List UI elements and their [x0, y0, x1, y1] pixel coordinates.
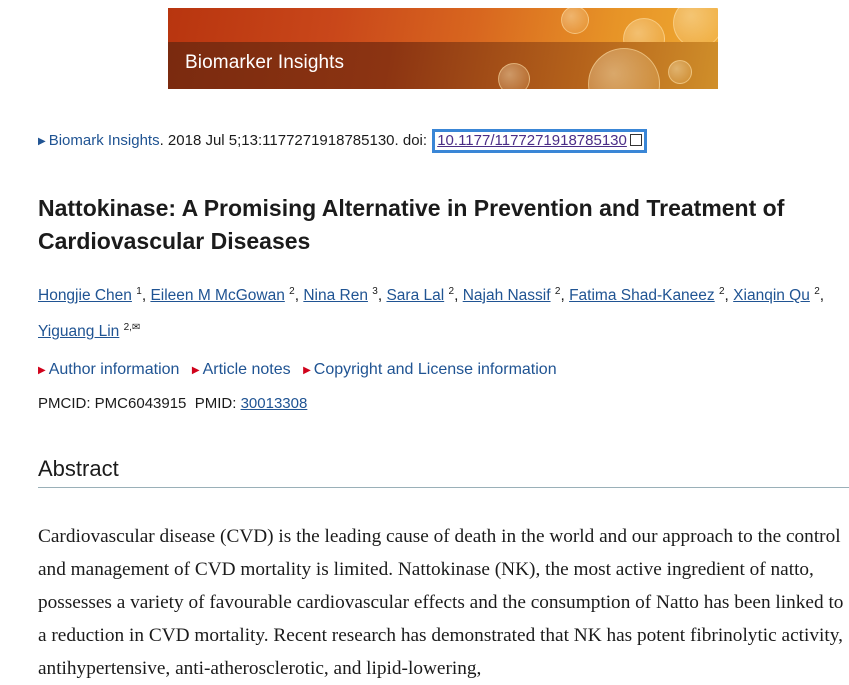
author-link[interactable]: Xianqin Qu	[733, 287, 810, 305]
expand-triangle-icon[interactable]: ▶	[38, 136, 46, 147]
abstract-heading: Abstract	[38, 456, 119, 481]
author-list: Hongjie Chen $^1$, Eileen M McGowan $^2$, Nina Ren $^3$, Sara Lal $^2$, Najah Nassif $^2$, Fatima Shad-Kaneez $^2$, Xianqin Qu $^2$, Yiguang Lin $^{2,✉}$	[38, 286, 825, 341]
affiliation-marker[interactable]: 2	[718, 286, 725, 297]
doi-link-box[interactable]	[432, 129, 647, 153]
author-information-toggle[interactable]: ▶ Author information	[38, 361, 180, 378]
banner-bubble-decoration	[668, 60, 692, 84]
abstract-text: Cardiovascular disease (CVD) is the leading cause of death in the world and our approach to the control and management of CVD mortality is limited. Nattokinase (NK), the most active ingredient of natto, possesses a variety of favourable cardiovascular effects and the consumption of Natto has been linked to a reduction in CVD mortality. Recent research has demonstrated that NK has potent fibrinolytic activity, antihypertensive, anti-atherosclerotic, and lipid-lowering,	[38, 526, 844, 679]
article-info-links	[38, 361, 565, 379]
pmcid-value: PMC6043915	[94, 395, 187, 412]
affiliation-marker[interactable]: 3	[372, 286, 378, 297]
section-divider	[38, 487, 849, 488]
banner-bubble-decoration	[561, 8, 589, 34]
author-link[interactable]: Eileen M McGowan	[150, 287, 285, 305]
pmcid-label: PMCID:	[38, 395, 91, 412]
expand-triangle-icon: ▶	[191, 365, 200, 376]
banner-bubble-decoration	[498, 63, 530, 89]
author-link[interactable]: Fatima Shad-Kaneez	[569, 287, 715, 305]
affiliation-marker[interactable]: 2	[814, 286, 820, 297]
affiliation-marker[interactable]: 1	[136, 286, 142, 297]
affiliation-marker[interactable]: 2	[448, 286, 455, 297]
author-link[interactable]: Nina Ren	[303, 287, 368, 305]
journal-banner[interactable]	[168, 8, 718, 89]
copyright-toggle[interactable]: ▶ Copyright and License information	[303, 361, 557, 378]
journal-link[interactable]: Biomark Insights	[48, 132, 160, 149]
doi-link[interactable]: 10.1177/1177271918785130	[437, 132, 627, 149]
external-link-icon	[630, 134, 642, 146]
affiliation-marker[interactable]: 2	[554, 286, 561, 297]
author-link[interactable]: Yiguang Lin	[38, 323, 120, 341]
article-notes-toggle[interactable]: ▶ Article notes	[191, 361, 291, 378]
citation-line	[38, 129, 647, 153]
author-link[interactable]: Sara Lal	[386, 287, 445, 305]
expand-triangle-icon: ▶	[38, 365, 46, 376]
pmid-link[interactable]: 30013308	[240, 395, 308, 412]
article-ids	[38, 395, 307, 412]
expand-triangle-icon: ▶	[303, 365, 311, 376]
banner-title: Biomarker Insights	[185, 52, 345, 73]
affiliation-marker[interactable]: 2	[289, 286, 295, 297]
article-title: Nattokinase: A Promising Alternative in Prevention and Treatment of Cardiovascular Diseases	[38, 195, 785, 254]
citation-details: . 2018 Jul 5;13:1177271918785130. doi:	[159, 132, 432, 149]
author-link[interactable]: Hongjie Chen	[38, 287, 132, 305]
author-link[interactable]: Najah Nassif	[462, 287, 551, 305]
pmid-label: PMID:	[194, 395, 237, 412]
affiliation-marker[interactable]: 2,✉	[123, 322, 141, 334]
